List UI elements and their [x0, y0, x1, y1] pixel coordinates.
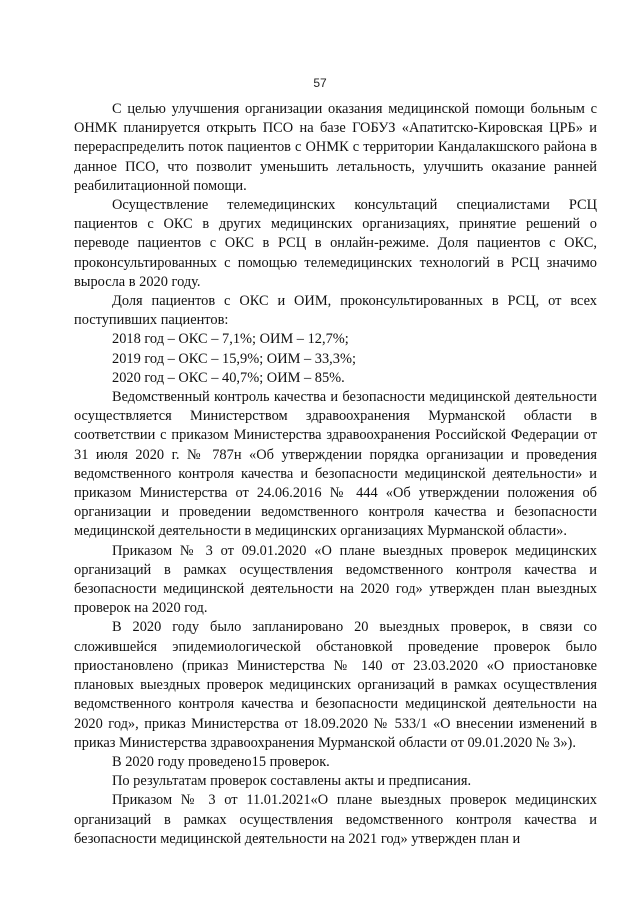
paragraph-order-2020: Приказом № 3 от 09.01.2020 «О плане выездных проверок медицинских организаций в рамках осуществления ведомственного контроля качества и безопасности медицинской деятельности на 2020 год» утвержден план выездных проверок на 2020 год.	[74, 542, 597, 617]
paragraph-telemedicine: Осуществление телемедицинских консультаций специалистами РСЦ пациентов с ОКС в других медицинских организациях, принятие решений о переводе пациентов с ОКС в РСЦ в онлайн-режиме. Доля пациентов с ОКС, проконсультированных с помощью телемедицинских технологий в РСЦ значимо выросла в 2020 году.	[74, 197, 597, 290]
paragraph-pso-plan: С целью улучшения организации оказания медицинской помощи больным с ОНМК планируется открыть ПСО на базе ГОБУЗ «Апатитско-Кировская ЦРБ» и перераспределить поток пациентов с ОНМК с территории Кандалакшского района в данное ПСО, что позволит уменьшить летальность, улучшить оказание ранней реабилитационной помощи.	[74, 101, 597, 194]
paragraph-inspections-count: В 2020 году проведено15 проверок.	[112, 753, 330, 770]
stat-line-2018: 2018 год – ОКС – 7,1%; ОИМ – 12,7%;	[112, 331, 349, 348]
stat-line-2020: 2020 год – ОКС – 40,7%; ОИМ – 85%.	[112, 369, 345, 386]
stat-line-2019: 2019 год – ОКС – 15,9%; ОИМ – 33,3%;	[112, 350, 356, 367]
paragraph-inspection-results: По результатам проверок составлены акты и предписания.	[112, 773, 472, 790]
paragraph-departmental-control: Ведомственный контроль качества и безопасности медицинской деятельности осуществляется Министерством здравоохранения Мурманской области в соответствии с приказом Министерства здравоохранения Российской Федерации от 31 июля 2020 г. № 787н «Об утверждении порядка организации и проведения ведомственного контроля качества и безопасности медицинской деятельности» и приказом Министерства от 24.06.2016 № 444 «Об утверждении положения об организации и проведении ведомственного контроля качества и безопасности медицинской деятельности в медицинских организациях Мурманской области».	[74, 389, 597, 540]
document-body	[74, 100, 597, 849]
paragraph-share-intro: Доля пациентов с ОКС и ОИМ, проконсультированных в РСЦ, от всех поступивших пациентов:	[74, 293, 597, 329]
paragraph-order-2021: Приказом № 3 от 11.01.2021«О плане выездных проверок медицинских организаций в рамках осуществления ведомственного контроля качества и безопасности медицинской деятельности на 2021 год» утвержден план и	[74, 792, 597, 847]
page-number: 57	[313, 76, 327, 90]
paragraph-inspections-suspended: В 2020 году было запланировано 20 выездных проверок, в связи со сложившейся эпидемиологической обстановкой проведение проверок было приостановлено (приказ Министерства № 140 от 23.03.2020 «О приостановке плановых выездных проверок медицинских организаций в рамках осуществления ведомственного контроля качества и безопасности медицинской деятельности на 2020 год», приказ Министерства от 18.09.2020 № 533/1 «О внесении изменений в приказ Министерства здравоохранения Мурманской области от 09.01.2020 № 3»).	[74, 619, 597, 751]
